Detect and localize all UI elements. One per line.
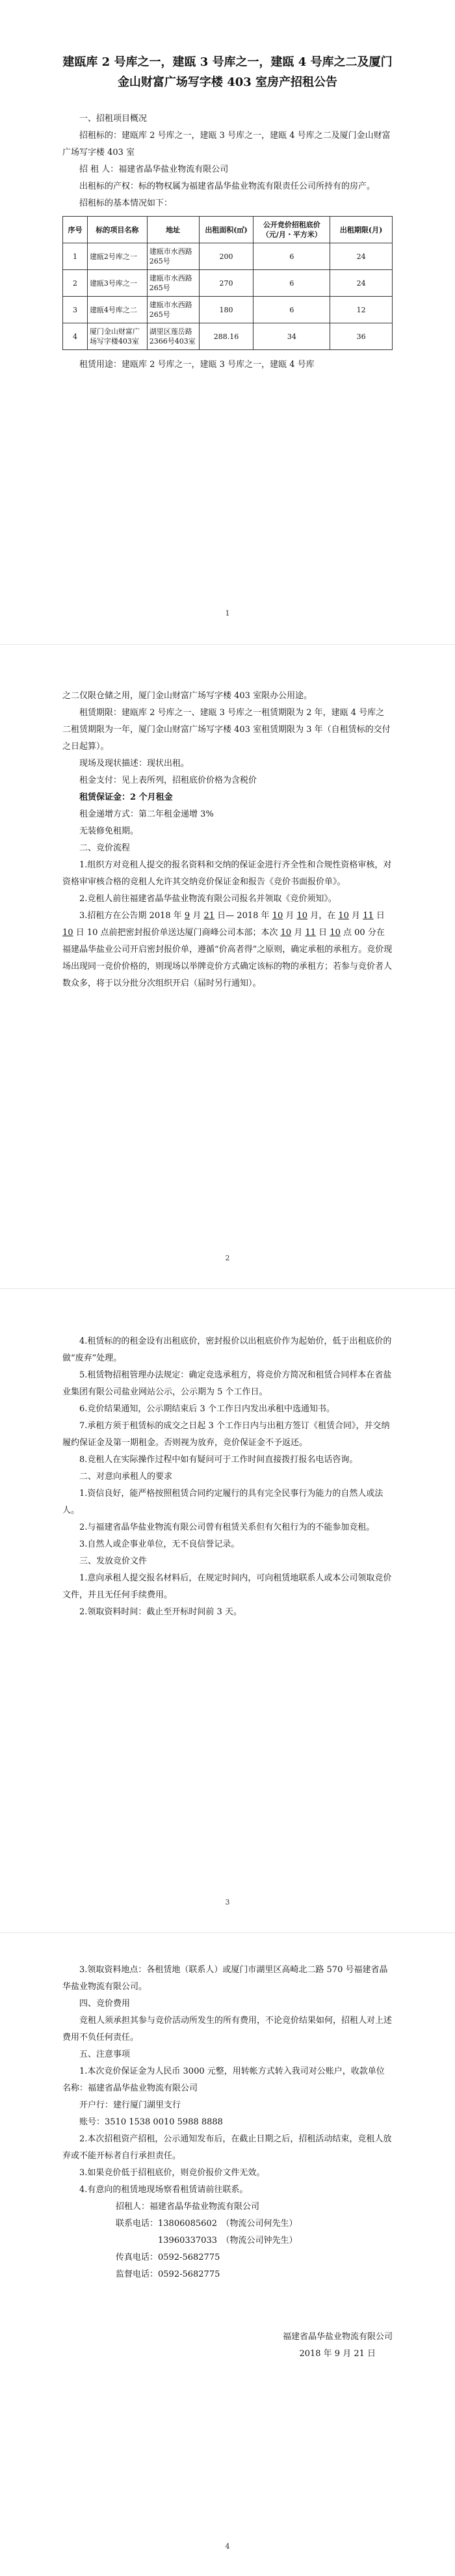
page-4-content [62,1962,393,2363]
page-number: 4 [225,2542,230,2551]
paragraph: 1.本次竞价保证金为人民币 3000 元整，用转帐方式转入我司对公账户，收款单位名称：福建省晶华盐业物流有限公司 [62,2067,385,2093]
table-cell: 建瓯市水西路265号 [147,243,199,270]
date-month: 10 [272,911,283,921]
paragraph: 1.组织方对竞租人提交的报名资料和交纳的保证金进行齐全性和合规性资格审核，对资格审审核合格的竞租人允许其交纳竞价保证金和报告《竞价书面报价单》。 [62,860,392,887]
paragraph: 2.与福建省晶华盐业物流有限公司曾有租赁关系但有欠租行为的不能参加竞租。 [79,1523,375,1532]
table-cell: 建瓯市水西路265号 [147,270,199,297]
paragraph: 招租标的：建瓯库 2 号库之一，建瓯 3 号库之一，建瓯 4 号库之二及厦门金山财富广场写字楼 403 室 [62,131,391,157]
table-header-row [63,217,393,243]
text: 月 [285,911,294,921]
paragraph: 4.有意向的租赁地现场察看租赁请前往联系。 [79,2185,248,2195]
text: 日 10 点前把密封报价单送达厦门商峰公司本部 [75,928,253,938]
rental-table [62,216,393,350]
paragraph: 出租标的产权：标的物权属为福建省晶华盐业物流有限责任公司所持有的房产。 [79,182,376,191]
table-cell: 1 [63,243,88,270]
page-1 [0,0,455,644]
paragraph: 现场及现状描述：现状出租。 [79,759,190,768]
text: 点 00 分在福建晶华盐业公司开启密封报价单， [62,928,385,955]
section-heading: 四、竞价费用 [79,1999,131,2009]
contact-block [62,2199,393,2283]
contact-line: 招租人：福建省晶华盐业物流有限公司 [116,2202,260,2212]
paragraph: 2.领取资料时间：截止至开标时间前 3 天。 [79,1607,242,1617]
paragraph: 3.如果竞价低于招租底价，则竞价报价文件无效。 [79,2168,265,2178]
date-year: 2018 [149,911,171,921]
table-cell: 建瓯3号库之一 [87,270,147,297]
table-cell: 建瓯2号库之一 [87,243,147,270]
text: 3.招租方在公告期 [79,911,147,921]
paragraph: 8.竞租人在实际操作过程中如有疑问可于工作时间直接拨打报名电话咨询。 [79,1455,358,1465]
date-month: 9 [184,911,190,921]
signature-company: 福建省晶华盐业物流有限公司 [282,2332,393,2342]
date-month: 10 [338,911,349,921]
section-heading: 一、招租项目概况 [79,114,148,124]
paragraph: 招租标的基本情况如下： [79,198,173,208]
table-cell: 270 [199,270,254,297]
page-number: 3 [225,1898,230,1906]
paragraph: 3.自然人或企事业单位，无不良信誉记录。 [79,1539,240,1549]
table-cell: 288.16 [199,323,254,350]
text: 日 [318,928,328,938]
page-3-content [62,1333,393,1621]
paragraph: 竞租人须承担其参与竞价活动所发生的所有费用，不论竞价结果如何，招租人对上述费用不负任何责任。 [62,2016,393,2042]
table-cell: 6 [254,270,330,297]
paragraph: 租金递增方式：第二年租金递增 3% [79,809,214,819]
table-cell: 厦门金山财富广场写字楼403室 [87,323,147,350]
table-cell: 湖里区莲岳路2366号403室 [147,323,199,350]
table-cell: 2 [63,270,88,297]
text: 遵循“价高者得”之原则，确定承租的承租方。竞价现场出现同一竞价价格的，则现场以举牌竞价方式确定该标的物的承租方；若参与竞价者人数众多，将于以分批分次组织开启（届时另行通知）。 [62,945,393,988]
paragraph: 租赁用途：建瓯库 2 号库之一，建瓯 3 号库之一，建瓯 4 号库 [79,360,315,370]
paragraph: 租赁保证金：2 个月租金 [79,793,173,802]
column-header: 出租面积(㎡) [199,217,254,243]
table-row [63,270,393,297]
table-row [63,323,393,350]
paragraph: 6.竞价结果通知，公示期结束后 3 个工作日内发出承租中选通知书。 [79,1404,335,1414]
contact-line: 13960337033 （物流公司钟先生） [158,2236,298,2245]
column-header: 序号 [63,217,88,243]
paragraph: 之二仅限仓储之用，厦门金山财富广场写字楼 403 室限办公用途。 [62,691,313,701]
signature-date: 2018 年 9 月 21 日 [299,2349,376,2359]
table-cell: 12 [330,297,393,323]
hour: 10 [62,928,73,938]
table-cell: 建瓯4号库之二 [87,297,147,323]
date-month: 10 [280,928,292,938]
date-year: 2018 [237,911,259,921]
bid-schedule-paragraph: 3.招租方在公告期 2018 年 9 月 21 日— 2018 年 10 月 10 月，在 10 月 11 日 10 日 10 点前把密封报价单送达厦门商峰公司本部；本次 10 月 11 日 10 点 00 分在福建晶华盐业公司开启密封报价单，遵循“价高者得”之原则，确定承租的承租方。竞价现场出现同一竞价价格的，则现场以举牌竞价方式确定该标的物的承租方；若参与竞价者人数众多，将于以分批分次组织开启（届时另行通知）。 [62,911,393,988]
hour: 10 [330,928,341,938]
paragraph: 3.领取资料地点：各租赁地（联系人）或厦门市湖里区高崎北二路 570 号福建省晶华盐业物流有限公司。 [62,1965,388,1992]
paragraph: 5.租赁物招租管理办法规定：确定竞选承租方，将竞价方简况和租赁合同样本在省盐业集团有限公司盐业网站公示，公示期为 5 个工作日。 [62,1370,392,1397]
page-2-content [62,688,393,992]
contact-line: 监督电话：0592-5682775 [116,2270,220,2279]
text: 月 [294,928,303,938]
paragraph: 招 租 人：福建省晶华盐业物流有限公司 [79,165,229,174]
paragraph: 2.竞租人前往福建省晶华盐业物流有限公司报名并领取《竞价须知》。 [79,894,337,904]
column-header: 地址 [147,217,199,243]
table-cell: 6 [254,243,330,270]
text: 月 [310,911,319,921]
section-heading: 二、竞价流程 [79,843,131,853]
page-3 [0,1289,455,1932]
paragraph: 账号：3510 1538 0010 5988 8888 [79,2117,223,2127]
paragraph: 开户行：建行厦门湖里支行 [79,2100,181,2110]
contact-line: 传真电话：0592-5682775 [116,2253,220,2262]
section-heading: 五、注意事项 [79,2050,131,2059]
table-cell: 6 [254,297,330,323]
paragraph: 租赁期限：建瓯库 2 号库之一、建瓯 3 号库之一租赁期限为 2 年，建瓯 4 号库之二租赁期限为一年，厦门金山财富广场写字楼 403 室租赁期限为 3 年（自租赁标的交付之日起算）。 [62,708,391,752]
table-cell: 24 [330,270,393,297]
column-header: 标的项目名称 [87,217,147,243]
text: 年 [261,911,270,921]
date-day: 10 [296,911,308,921]
page-2 [0,645,455,1288]
table-cell: 4 [63,323,88,350]
paragraph: 2.本次招租资产招租，公示通知发布后，在截止日期之后，招租活动结束，竞租人放弃或不能开标者自行承担责任。 [62,2134,392,2161]
column-header: 公开竞价招租底价（元/月・平方米） [254,217,330,243]
table-cell: 36 [330,323,393,350]
section-heading: 二、对意向承租人的要求 [79,1472,173,1482]
paragraph: 4.租赁标的的租金设有出租底价，密封报价以出租底价作为起始价，低于出租底价的做“废弃”处理。 [62,1336,392,1363]
section-heading: 三、发放竞价文件 [79,1556,148,1566]
page-4 [0,1933,455,2576]
table-cell: 3 [63,297,88,323]
date-day: 11 [305,928,317,938]
document-title: 建瓯库 2 号库之一，建瓯 3 号库之一，建瓯 4 号库之二及厦门金山财富广场写字楼 403 室房产招租公告 [62,55,393,89]
date-day: 11 [363,911,374,921]
page-1-content [62,47,393,373]
table-row [63,243,393,270]
page-number: 2 [225,1254,230,1262]
table-cell: 建瓯市水西路265号 [147,297,199,323]
table-cell: 180 [199,297,254,323]
table-cell: 24 [330,243,393,270]
page-number: 1 [225,609,230,617]
contact-line: 联系电话：13806085602 （物流公司何先生） [116,2219,298,2229]
table-row [63,297,393,323]
paragraph: 租金支付：见上表所列，招租底价价格为含税价 [79,776,257,785]
text: 日— [217,911,235,921]
table-cell: 34 [254,323,330,350]
paragraph: 无装修免租期。 [79,826,139,836]
column-header: 出租期限(月) [330,217,393,243]
paragraph: 1.意向承租人提交报名材料后，在规定时间内，可向租赁地联系人或本公司领取竞价文件，并且无任何手续费用。 [62,1573,392,1600]
date-day: 21 [203,911,214,921]
paragraph: 1.资信良好，能严格按照租赁合同约定履行的具有完全民事行为能力的自然人或法人。 [62,1489,384,1515]
paragraph: 7.承租方须于租赁标的成交之日起 3 个工作日内与出租方签订《租赁合同》，并交纳履约保证金及第一期租金。否则视为放弃，竞价保证金不予返还。 [62,1421,390,1448]
table-cell: 200 [199,243,254,270]
